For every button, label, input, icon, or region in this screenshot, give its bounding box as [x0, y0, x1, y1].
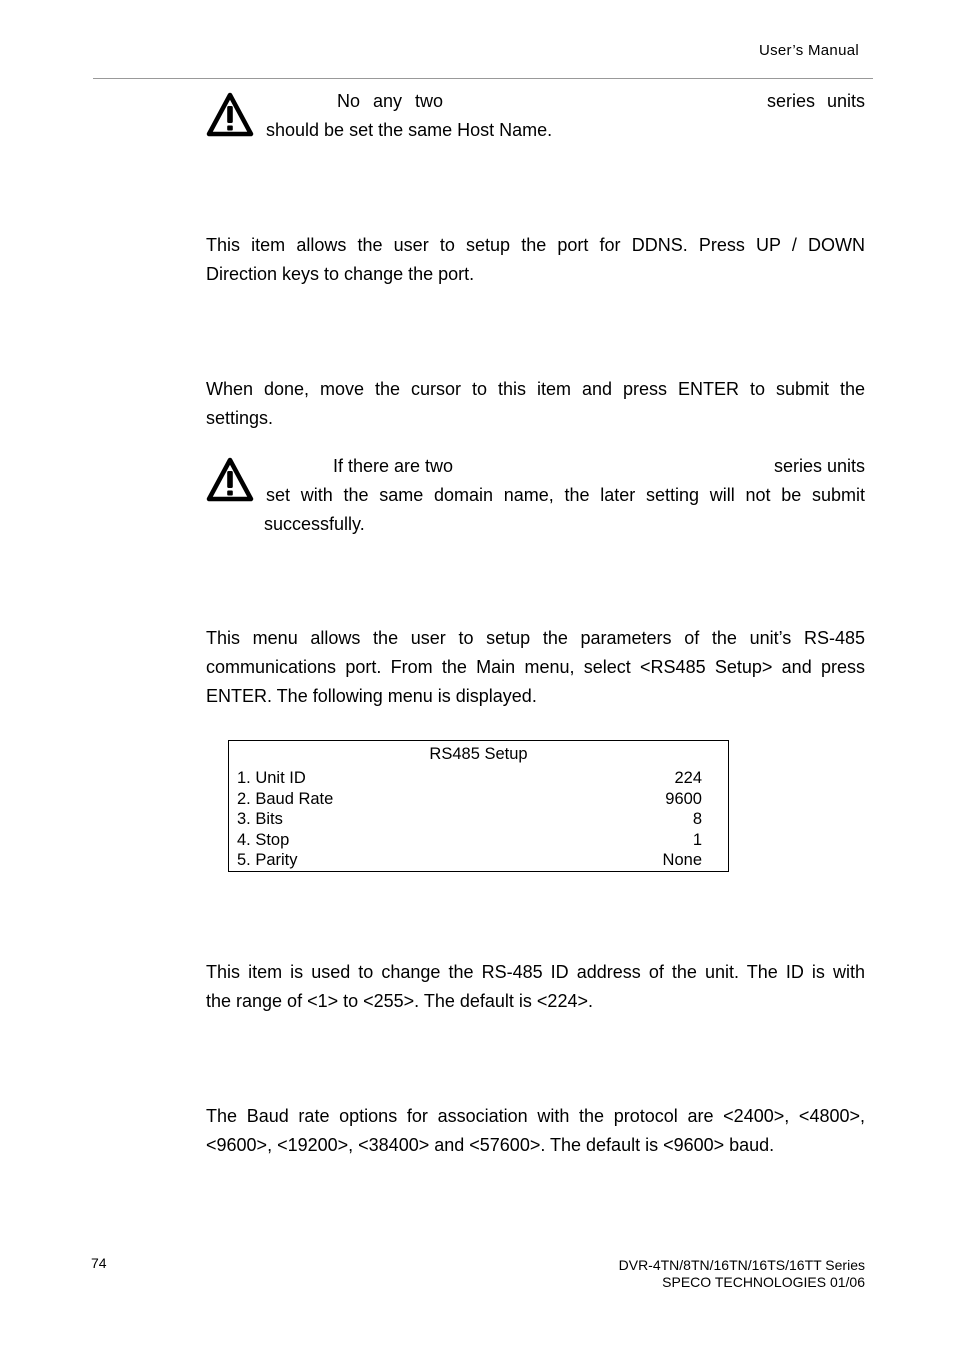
warning-triangle-icon: [206, 457, 254, 503]
submit-paragraph-line-2: settings.: [206, 408, 274, 428]
menu-row-unit-id: [237, 769, 702, 788]
header-divider: [93, 78, 873, 79]
page-number: 74: [91, 1255, 107, 1271]
note-2-trail-text: series units: [773, 456, 865, 476]
rs485-setup-menu: [228, 740, 729, 872]
footer-series: DVR-4TN/8TN/16TN/16TS/16TT Series: [618, 1257, 865, 1273]
ddns-port-paragraph-line-1: This item allows the user to setup the port for DDNS. Press UP / DOWN: [206, 235, 865, 255]
note-1-trail-text: series units: [766, 91, 865, 111]
note-1-lead-text: No any two: [337, 91, 444, 111]
menu-title: RS485 Setup: [429, 745, 528, 763]
ddns-port-paragraph-line-2: Direction keys to change the port.: [206, 264, 475, 284]
unit-id-paragraph-line-1: This item is used to change the RS-485 ID address of the unit. The ID is with: [206, 962, 865, 982]
menu-row-label: 5. Parity: [237, 851, 298, 869]
rs485-intro-line-1: This menu allows the user to setup the parameters of the unit’s RS-485: [206, 628, 865, 648]
warning-triangle-icon: [206, 92, 254, 138]
note-2-rest-line-2: successfully.: [264, 514, 365, 534]
footer-company: SPECO TECHNOLOGIES 01/06: [662, 1274, 865, 1290]
menu-row-bits: [237, 810, 702, 829]
baud-rate-paragraph-line-1: The Baud rate options for association with the protocol are <2400>, <4800>,: [206, 1106, 865, 1126]
note-1-rest: should be set the same Host Name.: [266, 120, 553, 140]
menu-row-value: 224: [674, 769, 702, 787]
menu-row-parity: [237, 851, 702, 870]
footer-info: [619, 1257, 865, 1291]
menu-row-value: 8: [692, 810, 702, 828]
menu-row-stop: [237, 831, 702, 850]
menu-row-value: 9600: [665, 790, 702, 808]
note-2-rest-line-1: set with the same domain name, the later setting will not be submit: [266, 485, 865, 505]
unit-id-paragraph-line-2: the range of <1> to <255>. The default is <224>.: [206, 991, 593, 1011]
running-header: User’s Manual: [758, 42, 859, 59]
menu-row-label: 4. Stop: [237, 831, 290, 849]
baud-rate-paragraph-line-2: <9600>, <19200>, <38400> and <57600>. The default is <9600> baud.: [206, 1135, 775, 1155]
rs485-intro-line-2: communications port. From the Main menu, select <RS485 Setup> and press: [206, 657, 865, 677]
note-2-first-line: [266, 452, 865, 481]
note-1-first-line: [266, 87, 865, 116]
menu-row-label: 3. Bits: [237, 810, 283, 828]
note-2-lead-text: If there are two: [333, 456, 454, 476]
submit-paragraph-line-1: When done, move the cursor to this item and press ENTER to submit the: [206, 379, 865, 399]
menu-row-baud-rate: [237, 790, 702, 809]
menu-row-label: 1. Unit ID: [237, 769, 306, 787]
menu-row-value: None: [662, 851, 702, 869]
menu-row-value: 1: [692, 831, 702, 849]
menu-row-label: 2. Baud Rate: [237, 790, 334, 808]
rs485-intro-line-3: ENTER. The following menu is displayed.: [206, 686, 537, 706]
